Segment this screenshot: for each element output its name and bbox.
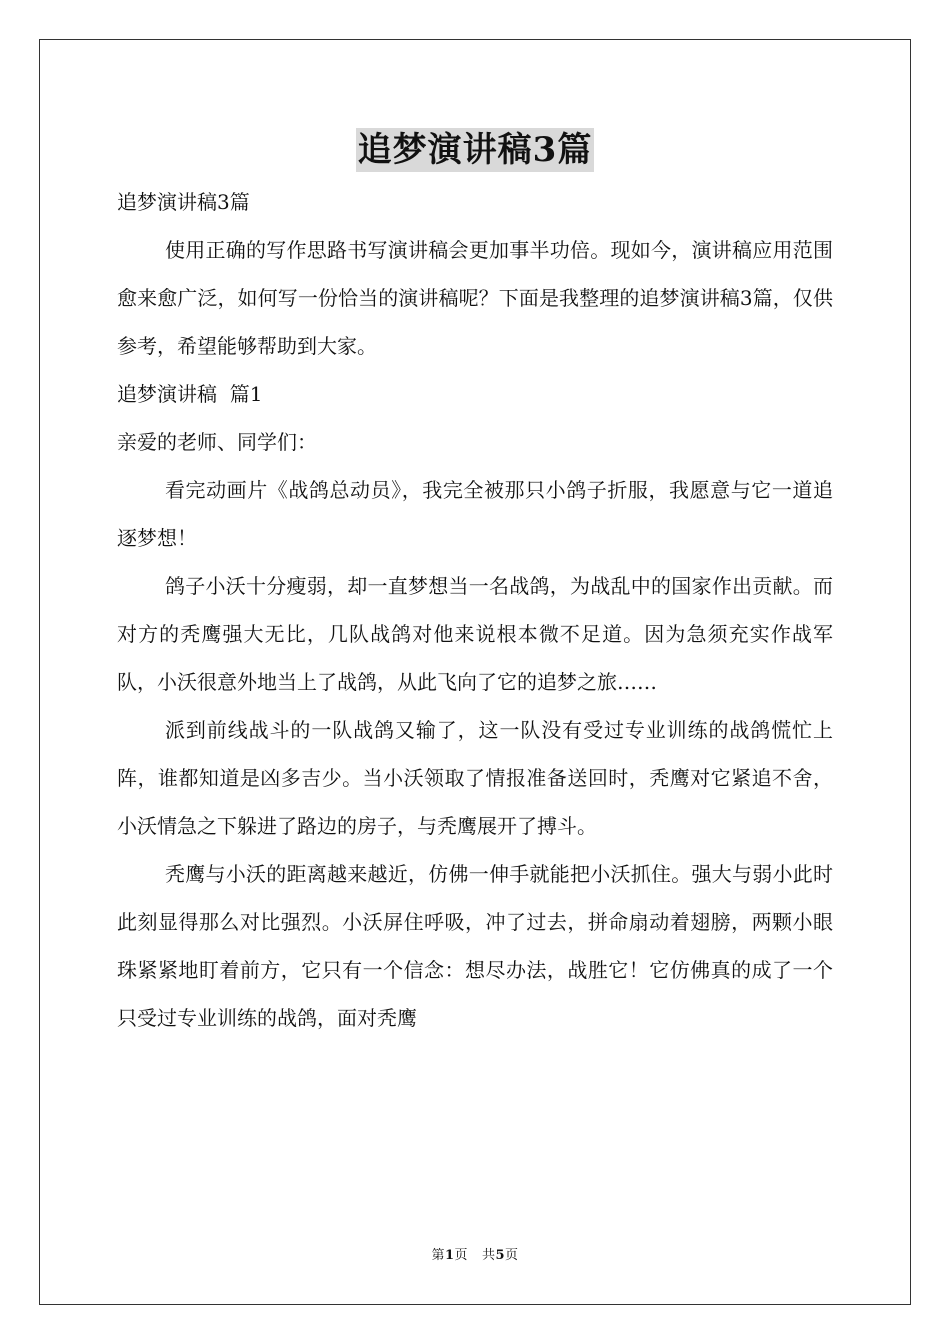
document-subtitle: 追梦演讲稿3篇	[117, 190, 250, 214]
footer-prefix: 第	[431, 1248, 445, 1263]
title-container	[0, 128, 950, 172]
intro-paragraph: 使用正确的写作思路书写演讲稿会更加事半功倍。现如今，演讲稿应用范围愈来愈广泛，如何写一份恰当的演讲稿呢？下面是我整理的追梦演讲稿3篇，仅供参考，希望能够帮助到大家。	[117, 238, 833, 358]
footer-page-suffix: 页	[454, 1248, 469, 1263]
total-pages: 5	[495, 1248, 506, 1263]
salutation: 亲爱的老师、同学们：	[117, 430, 317, 454]
body-paragraph: 秃鹰与小沃的距离越来越近，仿佛一伸手就能把小沃抓住。强大与弱小此时此刻显得那么对比强烈。小沃屏住呼吸，冲了过去，拼命扇动着翅膀，两颗小眼珠紧紧地盯着前方，它只有一个信念：想尽办法，战胜它！它仿佛真的成了一个只受过专业训练的战鸽，面对秃鹰	[117, 862, 833, 1030]
section-heading: 追梦演讲稿 篇1	[117, 382, 263, 406]
body-paragraph: 鸽子小沃十分瘦弱，却一直梦想当一名战鸽，为战乱中的国家作出贡献。而对方的秃鹰强大无比，几队战鸽对他来说根本微不足道。因为急须充实作战军队，小沃很意外地当上了战鸽，从此飞向了它的追梦之旅……	[117, 574, 833, 694]
body-paragraph: 派到前线战斗的一队战鸽又输了，这一队没有受过专业训练的战鸽慌忙上阵，谁都知道是凶多吉少。当小沃领取了情报准备送回时，秃鹰对它紧追不舍，小沃情急之下躲进了路边的房子，与秃鹰展开了搏斗。	[117, 718, 833, 838]
footer-total-suffix: 页	[505, 1248, 519, 1263]
document-title: 追梦演讲稿3篇	[357, 130, 593, 170]
document-body	[117, 178, 833, 1042]
body-paragraph: 看完动画片《战鸽总动员》，我完全被那只小鸽子折服，我愿意与它一道追逐梦想！	[117, 478, 833, 550]
current-page-number: 1	[444, 1248, 455, 1263]
page-footer	[0, 1244, 950, 1263]
footer-total-prefix: 共	[481, 1248, 496, 1263]
